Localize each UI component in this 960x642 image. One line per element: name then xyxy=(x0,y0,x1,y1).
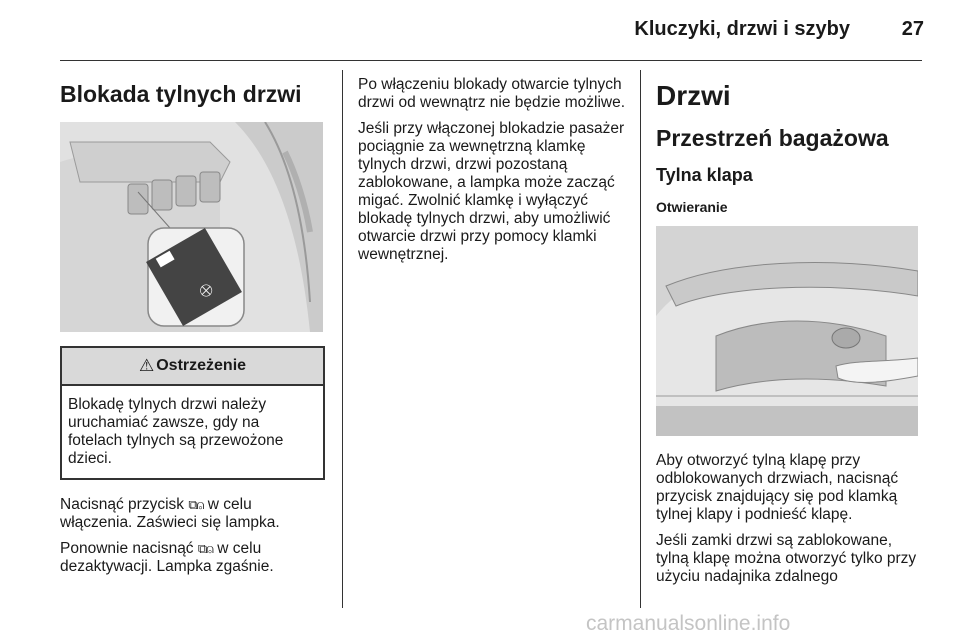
paragraph-text-end: w celu włączenia. Zaświeci się lampka. xyxy=(60,496,280,531)
paragraph xyxy=(60,540,325,576)
section-heading: Przestrzeń bagażowa xyxy=(656,125,889,151)
middle-column xyxy=(358,76,628,272)
minor-heading: Otwieranie xyxy=(656,199,728,215)
chapter-heading: Drzwi xyxy=(656,80,731,111)
subsection-heading: Tylna klapa xyxy=(656,165,753,185)
right-column xyxy=(656,70,922,594)
left-column xyxy=(60,70,325,584)
column-divider-2 xyxy=(640,70,641,608)
svg-text:⛒: ⛒ xyxy=(200,283,213,297)
paragraph: Aby otworzyć tylną klapę przy odblokowanych drzwiach, nacisnąć przycisk znajdujący się pod klamką tylnej klapy i podnieść klapę. xyxy=(656,452,899,523)
warning-box xyxy=(60,346,325,480)
door-panel-illustration xyxy=(60,122,323,332)
paragraph xyxy=(60,496,325,532)
header-rule xyxy=(60,60,922,61)
page-number: 27 xyxy=(901,18,924,40)
watermark: carmanualsonline.info xyxy=(586,612,791,635)
paragraph: Po włączeniu blokady otwarcie tylnych drzwi od wewnątrz nie będzie możliwe. xyxy=(358,76,626,111)
warning-header xyxy=(62,348,323,386)
warning-triangle-icon: ⚠ xyxy=(138,356,155,375)
column-divider-1 xyxy=(342,70,343,608)
child-lock-icon: ⧉⍝ xyxy=(197,541,213,556)
child-lock-icon: ⧉⍝ xyxy=(188,497,204,512)
paragraph: Jeśli zamki drzwi są zablokowane, tylną klapę można otworzyć tylko przy użyciu nadajnika zdalnego xyxy=(656,532,917,585)
tailgate-illustration xyxy=(656,226,918,436)
paragraph: Jeśli przy włączonej blokadzie pasażer pociągnie za wewnętrzną klamkę tylnych drzwi, drzwi pozostaną zablokowane, a lampka może zacząć migać. Zwolnić klamkę i wyłączyć blokadę tylnych drzwi, aby umożliwić otwarcie drzwi przy pomocy klamki wewnętrznej. xyxy=(358,120,625,263)
header-title: Kluczyki, drzwi i szyby xyxy=(634,18,850,40)
paragraph-text-start: Nacisnąć przycisk xyxy=(60,496,185,513)
warning-text: Blokadę tylnych drzwi należy uruchamiać zawsze, gdy na fotelach tylnych są przewożone dzieci. xyxy=(68,396,284,467)
paragraph-text-end: w celu dezaktywacji. Lampka zgaśnie. xyxy=(60,540,274,575)
paragraph-text-start: Ponownie nacisnąć xyxy=(60,540,194,557)
warning-label: Ostrzeżenie xyxy=(156,357,247,374)
section-heading: Blokada tylnych drzwi xyxy=(60,81,302,107)
